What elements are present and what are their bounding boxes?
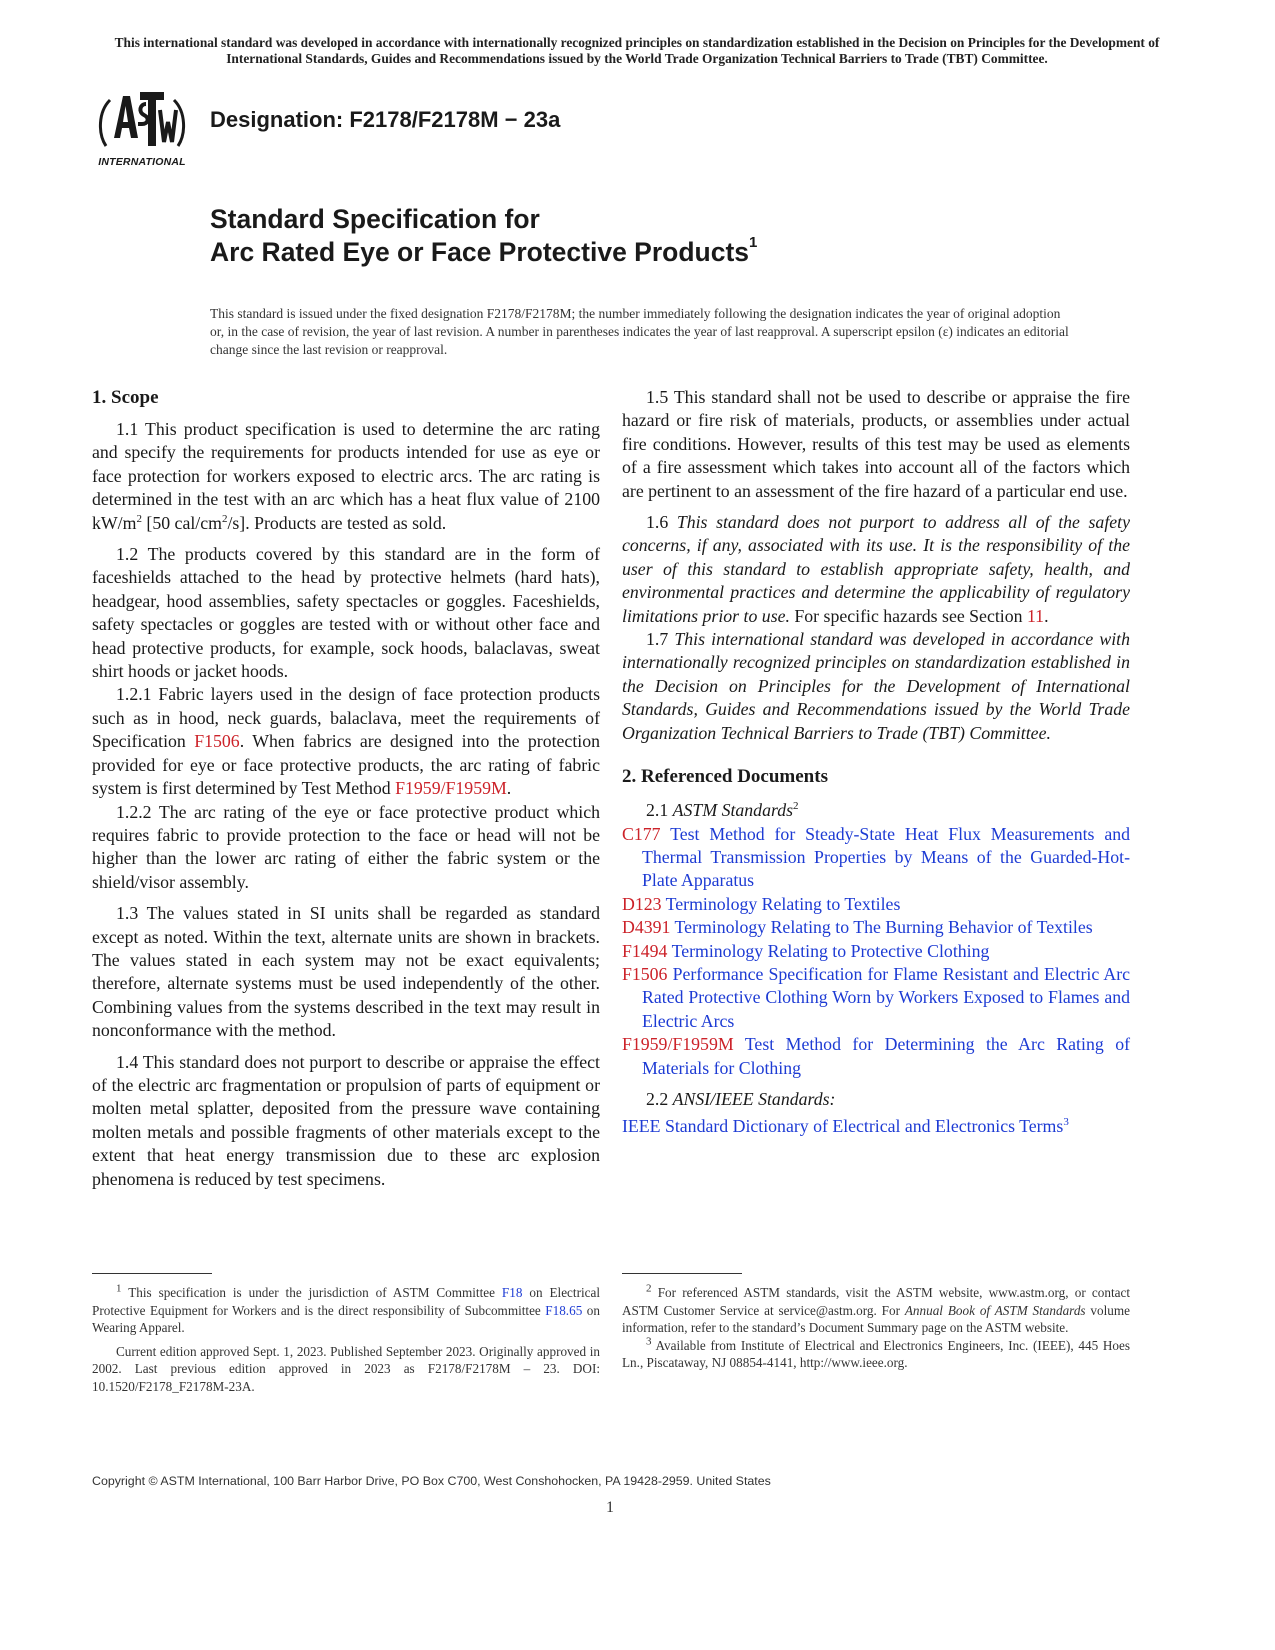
right-column	[622, 386, 1130, 1139]
ref-item[interactable]: C177 Test Method for Steady-State Heat Flux Measurements and Thermal Transmission Properties by Means of the Guarded-Hot-Plate Apparatus	[622, 823, 1130, 891]
scope-heading: 1. Scope	[92, 387, 159, 408]
title-line-1: Standard Specification for	[210, 204, 540, 234]
link-f18-65[interactable]: F18.65	[545, 1302, 583, 1318]
para-1-1: 1.1 This product specification is used to determine the arc rating and specify the requirements for products intended for use as eye or face protection for workers exposed to electric arcs. The arc rating is determined in the test with an arc which has a heat flux value of 2100 $kW/m^2$ [50 cal/$cm^2/s$]. Products are tested as sold.	[92, 419, 600, 533]
ref-item-ieee[interactable]: IEEE Standard Dictionary of Electrical and Electronics Terms$^3$	[622, 1116, 1069, 1137]
astm-standards-label: 2.1 ASTM Standards$^2$	[646, 800, 799, 821]
footnote-2: $^2$ For referenced ASTM standards, visit the ASTM website, www.astm.org, or contact ASTM Customer Service at service@astm.org. For Annual Book of ASTM Standards volume information, refer to the standard’s Document Summary page on the ASTM website.	[622, 1282, 1130, 1336]
ansi-standards-label: 2.2 ANSI/IEEE Standards:	[646, 1088, 836, 1109]
astm-logo	[92, 82, 192, 177]
link-f1506[interactable]: F1506	[194, 731, 240, 752]
left-column	[92, 386, 600, 1191]
footnotes-left	[92, 1284, 600, 1396]
para-1-5: 1.5 This standard shall not be used to describe or appraise the fire hazard or fire risk of materials, products, or assemblies under actual fire conditions. However, results of this test may be used as elements of a fire assessment which takes into account all of the factors which are pertinent to an assessment of the fire hazard of a particular end use.	[622, 387, 1130, 501]
issued-statement: This standard is issued under the fixed designation F2178/F2178M; the number immediately following the designation indicates the year of original adoption or, in the case of revision, the year of last revision. A number in parentheses indicates the year of last reapproval. A superscript epsilon (ε) indicates an editorial change since the last revision or reapproval.	[210, 306, 1069, 357]
referenced-documents-heading: 2. Referenced Documents	[622, 766, 828, 788]
document-title	[210, 203, 757, 269]
copyright-notice: Copyright © ASTM International, 100 Barr Harbor Drive, PO Box C700, West Conshohocken, PA 19428-2959. United States	[92, 1474, 771, 1488]
wto-notice: This international standard was developed in accordance with internationally recognized principles on standardization established in the Decision on Principles for the Development of International Standards, Guides and Recommendations issued by the World Trade Organization Technical Barriers to Trade (TBT) Committee.	[114, 35, 1160, 66]
footnotes-right	[622, 1284, 1130, 1372]
title-text: Arc Rated Eye or Face Protective Products	[210, 237, 750, 267]
ref-item[interactable]: D4391 Terminology Relating to The Burning Behavior of Textiles	[622, 917, 1093, 938]
para-1-4: 1.4 This standard does not purport to describe or appraise the effect of the electric arc fragmentation or propulsion of parts of equipment or molten metal splatter, deposited from the pressure wave containing molten metals and possible fragments of other materials except to the extent that heat energy transmission due to these arc explosion phenomena is reduced by test specimens.	[92, 1051, 600, 1189]
para-1-2-2: 1.2.2 The arc rating of the eye or face protective product which requires fabric to provide protection to the face or head will not be higher than the lower arc rating of either the fabric system or the shield/visor assembly.	[92, 801, 600, 892]
link-f18[interactable]: F18	[501, 1285, 523, 1300]
para-1-2-1: 1.2.1 Fabric layers used in the design of face protection products such as in hood, neck guards, balaclava, meet the requirements of Specification F1506. When fabrics are designed into the protection provided for eye or face protective products, the arc rating of fabric system is first determined by Test Method F1959/F1959M.	[92, 684, 600, 799]
ref-item[interactable]: D123 Terminology Relating to Textiles	[622, 893, 901, 914]
footnote-1-edition: Current edition approved Sept. 1, 2023. Published September 2023. Originally approved in 2002. Last previous edition approved in 2023 as F2178/F2178M – 23. DOI: 10.1520/F2178_F2178M-23A.	[92, 1343, 600, 1394]
link-f1959[interactable]: F1959/F1959M	[395, 778, 507, 799]
title-line-2	[210, 236, 757, 269]
link-section-11[interactable]: 11	[1026, 605, 1045, 626]
para-1-7: 1.7 This international standard was developed in accordance with internationally recognized principles on standardization established in the Decision on Principles for the Development of International Standards, Guides and Recommendations issued by the World Trade Organization Technical Barriers to Trade (TBT) Committee.	[622, 629, 1131, 743]
footnote-divider-left	[92, 1273, 212, 1274]
para-1-3: 1.3 The values stated in SI units shall be regarded as standard except as noted. Within the text, alternate units are shown in brackets. The values stated in each system may not be exact equivalents; therefore, alternate systems must be used independently of the other. Combining values from the systems described in the text may result in nonconformance with the method.	[92, 903, 600, 1041]
title-footnote-mark: 1	[749, 234, 758, 252]
footnote-divider-right	[622, 1273, 742, 1274]
designation: Designation: F2178/F2178M − 23a	[210, 107, 561, 132]
ref-item[interactable]: F1506 Performance Specification for Flame Resistant and Electric Arc Rated Protective Clothing Worn by Workers Exposed to Flames and Electric Arcs	[622, 963, 1131, 1031]
footnote-3: $^3$ Available from Institute of Electrical and Electronics Engineers, Inc. (IEEE), 445 Hoes Ln., Piscataway, NJ 08854-4141, http://www.ieee.org.	[622, 1335, 1130, 1371]
ref-item[interactable]: F1959/F1959M Test Method for Determining the Arc Rating of Materials for Clothing	[622, 1034, 1131, 1078]
logo-international-text: INTERNATIONAL	[98, 156, 186, 168]
para-1-2: 1.2 The products covered by this standard are in the form of faceshields attached to the head by protective helmets (hard hats), headgear, hood assemblies, safety spectacles or goggles. Faceshields, safety spectacles or goggles are tested with or without other face and head protective products, for example, sock hoods, balaclavas, sweat shirt hoods or jacket hoods.	[92, 544, 600, 682]
ref-item[interactable]: F1494 Terminology Relating to Protective Clothing	[622, 940, 990, 961]
page-number: 1	[606, 1499, 614, 1516]
para-1-6: 1.6 This standard does not purport to address all of the safety concerns, if any, associated with its use. It is the responsibility of the user of this standard to establish appropriate safety, health, and environmental practices and determine the applicability of regulatory limitations prior to use. For specific hazards see Section 11.	[622, 512, 1130, 626]
footnote-1: $^1$ This specification is under the jurisdiction of ASTM Committee F18 on Electrical Protective Equipment for Workers and is the direct responsibility of Subcommittee F18.65 on Wearing Apparel.	[92, 1282, 601, 1336]
